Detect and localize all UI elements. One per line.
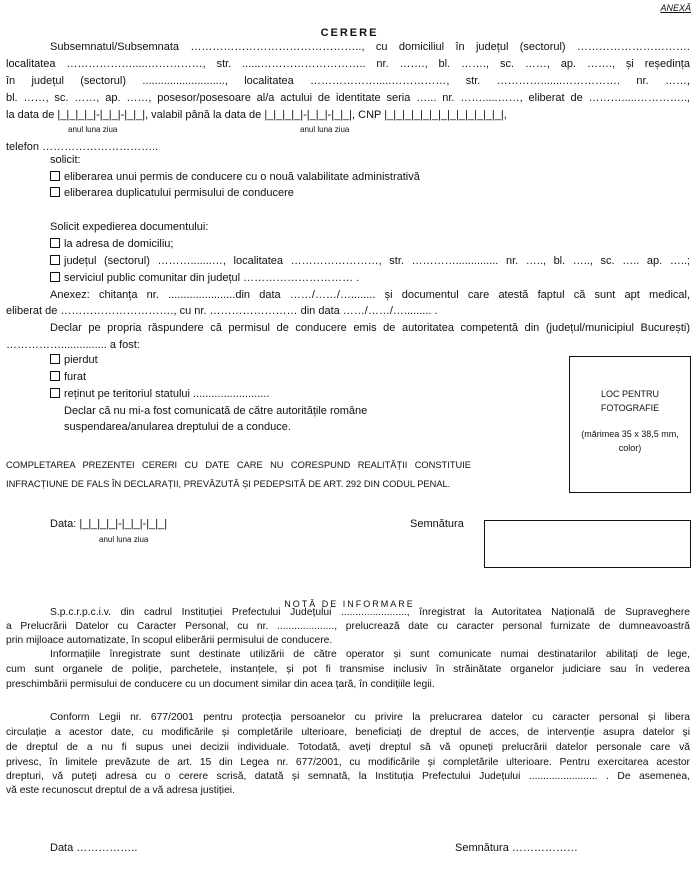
signature-label: Semnătura — [410, 518, 464, 530]
info-paragraph-2-line: preschimbării permisului de conducere cu un document similar din acea țară, în condițiile legii. — [6, 679, 435, 690]
info-paragraph-2-line: Informațiile înregistrate sunt destinate utilizării de către operator și sunt comunicate numai destinatarilor abilitați de lege, — [50, 649, 690, 660]
delivery-option-address[interactable] — [50, 254, 690, 268]
date-hint-validity: anul luna ziua — [300, 125, 350, 134]
footer-date-field[interactable]: Data …………….. — [50, 842, 138, 854]
option-label: județul (sectorul) ……….......…, localitatea ……………………, str. ………….............. nr. ….., bl. ….., sc. ….. ap. …..; — [64, 255, 690, 267]
checkbox[interactable] — [50, 238, 60, 248]
status-option-stolen[interactable] — [50, 370, 86, 384]
option-label: eliberarea duplicatului permisului de conducere — [64, 187, 294, 199]
status-option-lost[interactable] — [50, 353, 98, 367]
info-paragraph-3-line: circulație a acestor date, cu modificările și completările ulterioare, beneficiați de dreptul de acces, de intervenție asupra datelor și — [6, 727, 690, 738]
info-paragraph-1-line: S.p.c.r.p.c.i.v. din cadrul Instituției Prefectului Județului ......................., înregistrat la Autoritatea Națională de Supraveghere — [50, 607, 690, 618]
signature-box[interactable] — [484, 520, 691, 568]
option-label: pierdut — [64, 354, 98, 366]
info-paragraph-3-line: vă este recunoscut dreptul de a vă adresa justiției. — [6, 785, 235, 796]
annex-label: ANEXĂ — [660, 3, 691, 13]
personal-data-line-2[interactable]: localitatea ……………….....……………, str. ......……………………….. nr. ……., bl. ……., sc. ……, ap. ……., și reședința — [6, 58, 690, 70]
info-paragraph-3-line: privesc, în limitele prevăzute de art. 15 din Legea nr. 677/2001, cu modificările și completările ulterioare. Pentru exercitarea acestor — [6, 757, 690, 768]
checkbox[interactable] — [50, 272, 60, 282]
info-paragraph-1-line: a Prelucrării Datelor cu Caracter Personal, cu nr. ...................., prelucrează date cu caracter personal furnizate de dumneavoastră — [6, 621, 690, 632]
declaration-line-2[interactable]: ……………............... a fost: — [6, 339, 140, 351]
checkbox[interactable] — [50, 171, 60, 181]
request-option-duplicate[interactable] — [50, 186, 294, 200]
info-note-title: NOTĂ DE INFORMARE — [284, 599, 415, 609]
annex-line-2[interactable]: eliberat de …………………………., cu nr. …………………… din data ……/……/…......... . — [6, 305, 438, 317]
personal-data-line-5[interactable]: la data de |_|_|_|_|-|_|_|-|_|_|, valabil până la data de |_|_|_|_|-|_|_|-|_|_|, CNP |_|_|_|_|_|_|_|_|_|_|_|_|_|, — [6, 109, 507, 121]
info-paragraph-3-line: Conform Legii nr. 677/2001 pentru protecția persoanelor cu privire la prelucrarea datelor cu caracter personal și libera — [50, 712, 690, 723]
declaration-note-2: suspendarea/anularea dreptului de a conduce. — [64, 421, 291, 433]
declaration-note-1: Declar că nu mi-a fost comunicată de către autoritățile române — [64, 405, 368, 417]
status-option-retained[interactable] — [50, 387, 269, 401]
checkbox[interactable] — [50, 187, 60, 197]
personal-data-line-4[interactable]: bl. ……, sc. ……, ap. ……, posesor/posesoare al/a actului de identitate seria …... nr. …….....……, eliberat de ……….....………….., — [6, 92, 690, 104]
photo-box-size: color) — [618, 443, 642, 453]
annex-line-1[interactable]: Anexez: chitanța nr. ......................din data ……/……/…........ și documentul care atestă faptul că sunt apt medical, — [50, 289, 690, 301]
info-paragraph-1-line: prin mijloace automatizate, în scopul eliberării permisului de conducere. — [6, 635, 333, 646]
checkbox[interactable] — [50, 255, 60, 265]
info-paragraph-3-line: drepturi, vă puteți adresa cu o cerere scrisă, datată și semnată, la Instituția Prefectului Județului ........................ . De asemenea, — [6, 771, 690, 782]
photo-box-text: LOC PENTRU — [600, 389, 659, 399]
option-label: la adresa de domiciliu; — [64, 238, 174, 250]
delivery-label: Solicit expedierea documentului: — [50, 221, 209, 233]
date-field-hint: anul luna ziua — [99, 535, 149, 544]
checkbox[interactable] — [50, 388, 60, 398]
personal-data-line-3[interactable]: în județul (sectorul) ..........................., localitatea ……………….....……………, str. ………….......……………. nr. ……, — [6, 75, 690, 87]
phone-field[interactable]: telefon ………………………….. — [6, 141, 159, 153]
footer-signature-field[interactable]: Semnătura ……………… — [455, 842, 578, 854]
info-paragraph-3-line: de dreptul de a nu fi supus unei decizii individuale. Totodată, aveți dreptul să vă opuneți prelucrării datelor personale care vă — [6, 742, 690, 753]
option-label: eliberarea unui permis de conducere cu o nouă valabilitate administrativă — [64, 171, 420, 183]
delivery-option-home[interactable] — [50, 237, 173, 251]
photo-box-text: FOTOGRAFIE — [600, 403, 660, 413]
option-label: reținut pe teritoriul statului ......................... — [64, 388, 270, 400]
form-title: CERERE — [320, 27, 379, 39]
photo-box-size: (mărimea 35 x 38,5 mm, — [581, 429, 679, 439]
checkbox[interactable] — [50, 371, 60, 381]
option-label: furat — [64, 371, 87, 383]
info-paragraph-2-line: cum sunt organele de poliție, parchetele, instanțele, și pot fi transmise inclusiv în străinătate organelor judiciare sau în vederea — [6, 664, 690, 675]
personal-data-line-1[interactable]: Subsemnatul/Subsemnata ……………………………………….., cu domiciliul în județul (sectorul) …………………………. — [50, 41, 690, 53]
request-option-renewal[interactable] — [50, 170, 420, 184]
declaration-line-1: Declar pe propria răspundere că permisul de conducere emis de autoritatea competentă din (județul/municipiul București) — [50, 322, 690, 334]
delivery-option-public-service[interactable] — [50, 271, 359, 285]
warning-line-1: COMPLETAREA PREZENTEI CERERI CU DATE CARE NU CORESPUND REALITĂȚII CONSTITUIE — [6, 460, 471, 470]
option-label: serviciul public comunitar din județul ………………………… . — [64, 272, 360, 284]
photo-box — [569, 356, 691, 493]
warning-line-2: INFRACȚIUNE DE FALS ÎN DECLARAȚII, PREVĂZUTĂ ȘI PEDEPSITĂ DE ART. 292 DIN CODUL PENAL. — [6, 479, 451, 489]
request-label: solicit: — [50, 154, 81, 166]
date-hint-issue: anul luna ziua — [68, 125, 118, 134]
date-field[interactable]: Data: |_|_|_|_|-|_|_|-|_|_| — [50, 518, 168, 530]
checkbox[interactable] — [50, 354, 60, 364]
